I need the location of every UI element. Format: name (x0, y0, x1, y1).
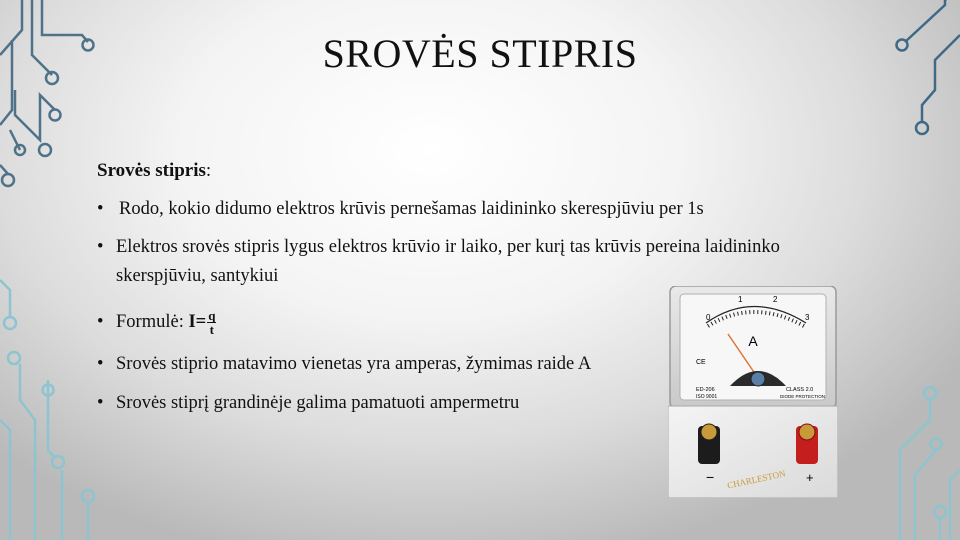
slide-title: SROVĖS STIPRIS (322, 31, 638, 76)
circuit-left-bottom (0, 280, 94, 540)
scale-label-1: 1 (738, 295, 743, 304)
positive-terminal-cap (799, 424, 815, 440)
formula-label: Formulė: (116, 312, 189, 332)
scale-label-2: 2 (773, 295, 778, 304)
brand-label: CHARLESTON (726, 468, 787, 491)
heading-suffix: : (205, 160, 212, 181)
iso-label: ISO 9001 (696, 394, 718, 400)
bullet-marker: • (97, 237, 104, 257)
bullet-marker: • (97, 312, 104, 332)
bullet-text: Srovės stiprio matavimo vienetas yra amperas, žymimas raide A (116, 354, 592, 374)
bullet-text-continued: skerspjūviu, santykiui (116, 266, 279, 286)
plus-sign: + (806, 470, 814, 485)
ammeter-image (668, 286, 838, 498)
class-label: CLASS 2.0 (786, 387, 814, 393)
formula-numerator: q (208, 308, 216, 324)
zero-adjust-screw (751, 372, 765, 386)
bullet-marker: • (97, 199, 104, 219)
bullet-text (116, 309, 216, 336)
scale-label-0: 0 (706, 313, 711, 322)
heading-bold: Srovės stipris (97, 160, 206, 181)
circuit-right-bottom (900, 387, 960, 540)
protection-label: DIODE PROTECTION (780, 394, 826, 399)
bullet-marker: • (97, 354, 104, 374)
bullet-text: Rodo, kokio didumo elektros krūvis pernešamas laidininko skerespjūviu per 1s (119, 199, 704, 219)
formula-fraction (207, 309, 216, 336)
scale-label-3: 3 (805, 313, 810, 322)
bullet-marker: • (97, 393, 104, 413)
minus-sign: − (706, 469, 715, 485)
ce-mark: CE (696, 359, 706, 366)
negative-terminal-cap (701, 424, 717, 440)
bullet-text: Elektros srovės stipris lygus elektros krūvio ir laiko, per kurį tas krūvis pereina laidininko (116, 237, 780, 257)
meter-unit-label: A (748, 333, 758, 349)
circuit-left-top (0, 0, 94, 186)
model-label: ED-206 (696, 387, 715, 393)
section-heading (97, 160, 211, 182)
bullet-text: Srovės stiprį grandinėje galima pamatuoti ampermetru (116, 393, 520, 413)
formula-lhs: I= (188, 312, 207, 332)
formula-denominator: t (209, 322, 214, 338)
